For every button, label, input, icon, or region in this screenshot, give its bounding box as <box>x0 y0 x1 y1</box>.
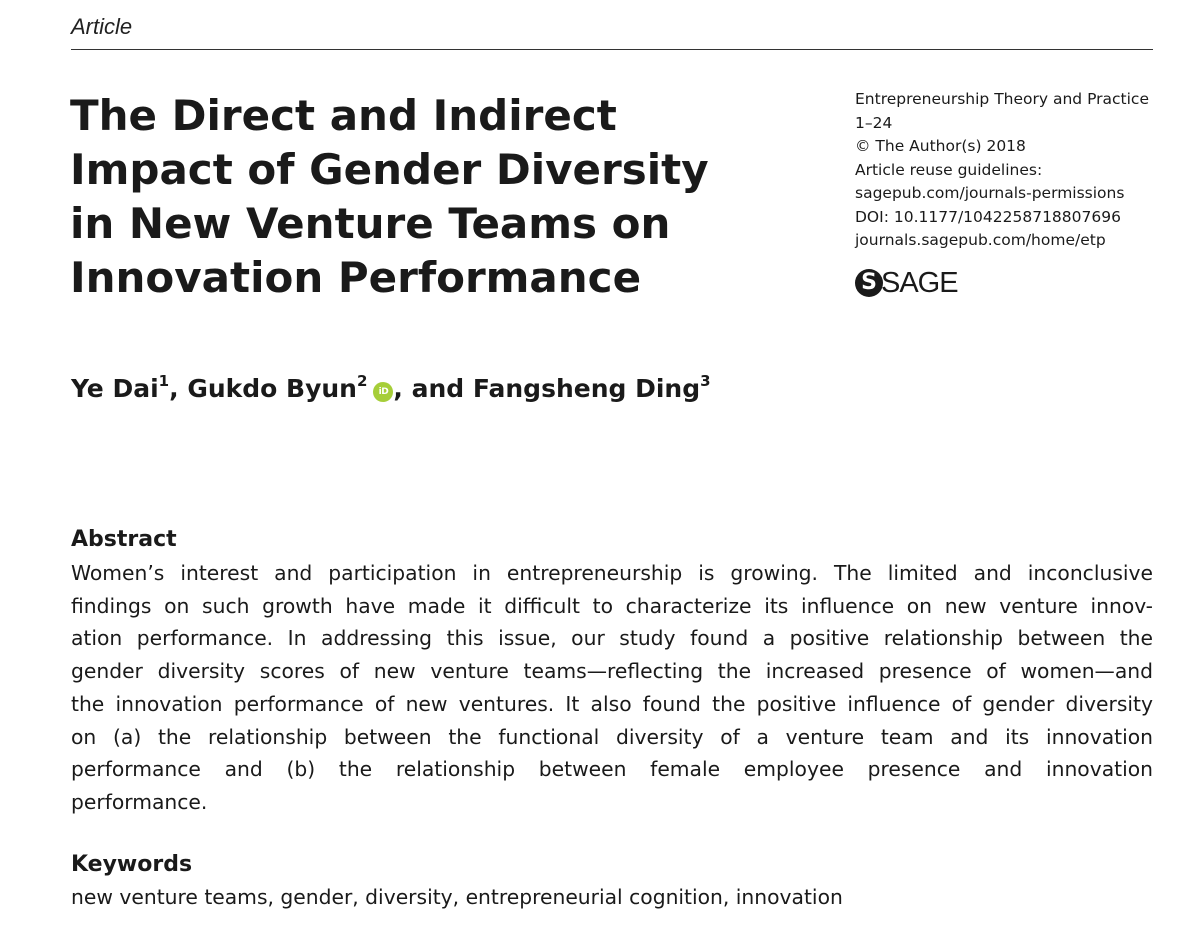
journal-name: Entrepreneurship Theory and Practice <box>855 90 1149 108</box>
journal-metadata <box>855 88 1149 253</box>
title-line: in New Venture Teams on <box>70 199 671 248</box>
abstract-line: Women’s interest and participation in entrepreneurship is growing. The limited and inconclusive <box>71 561 1153 585</box>
title-line: Impact of Gender Diversity <box>70 145 709 194</box>
abstract-line: findings on such growth have made it difficult to characterize its influence on new venture innov- <box>71 593 1153 618</box>
abstract-text <box>71 557 1153 819</box>
affiliation-marker: 1 <box>158 372 170 390</box>
abstract-line: ation performance. In addressing this issue, our study found a positive relationship between the <box>71 626 1153 651</box>
sage-s-icon: S <box>855 269 883 297</box>
sage-wordmark: SAGE <box>881 266 958 299</box>
copyright-notice: © The Author(s) 2018 <box>855 137 1026 155</box>
journal-homepage-link[interactable]: journals.sagepub.com/home/etp <box>855 231 1106 249</box>
author-separator: , and <box>393 374 473 403</box>
sage-logo <box>855 266 958 300</box>
article-type-label: Article <box>71 14 133 39</box>
author-separator: , <box>169 374 188 403</box>
title-line: Innovation Performance <box>70 253 642 302</box>
abstract-line: on (a) the relationship between the functional diversity of a venture team and its innovation <box>71 724 1153 749</box>
keywords-text: new venture teams, gender, diversity, entrepreneurial cognition, innovation <box>71 885 843 909</box>
reuse-guidelines-label: Article reuse guidelines: <box>855 160 1043 179</box>
author-name: Fangsheng Ding <box>472 374 701 403</box>
orcid-icon[interactable]: iD <box>373 382 393 402</box>
header-rule <box>71 49 1153 50</box>
title-line: The Direct and Indirect <box>70 91 617 140</box>
page-range: 1–24 <box>855 113 893 132</box>
author-name: Gukdo Byun <box>187 374 357 403</box>
abstract-line: performance. <box>71 789 208 814</box>
reuse-guidelines-link[interactable]: sagepub.com/journals-permissions <box>855 184 1125 202</box>
affiliation-marker: 2 <box>356 372 368 390</box>
abstract-line: the innovation performance of new ventures. It also found the positive influence of gender diversity <box>71 691 1153 716</box>
article-title <box>70 89 770 305</box>
abstract-heading: Abstract <box>71 527 177 552</box>
abstract-line: performance and (b) the relationship between female employee presence and innovation <box>71 757 1153 782</box>
affiliation-marker: 3 <box>700 372 711 390</box>
keywords-heading: Keywords <box>71 852 193 877</box>
author-name: Ye Dai <box>71 374 159 403</box>
doi[interactable]: DOI: 10.1177/1042258718807696 <box>855 207 1121 226</box>
author-list <box>71 374 711 403</box>
abstract-line: gender diversity scores of new venture teams—reflecting the increased presence of women—and <box>71 659 1153 684</box>
